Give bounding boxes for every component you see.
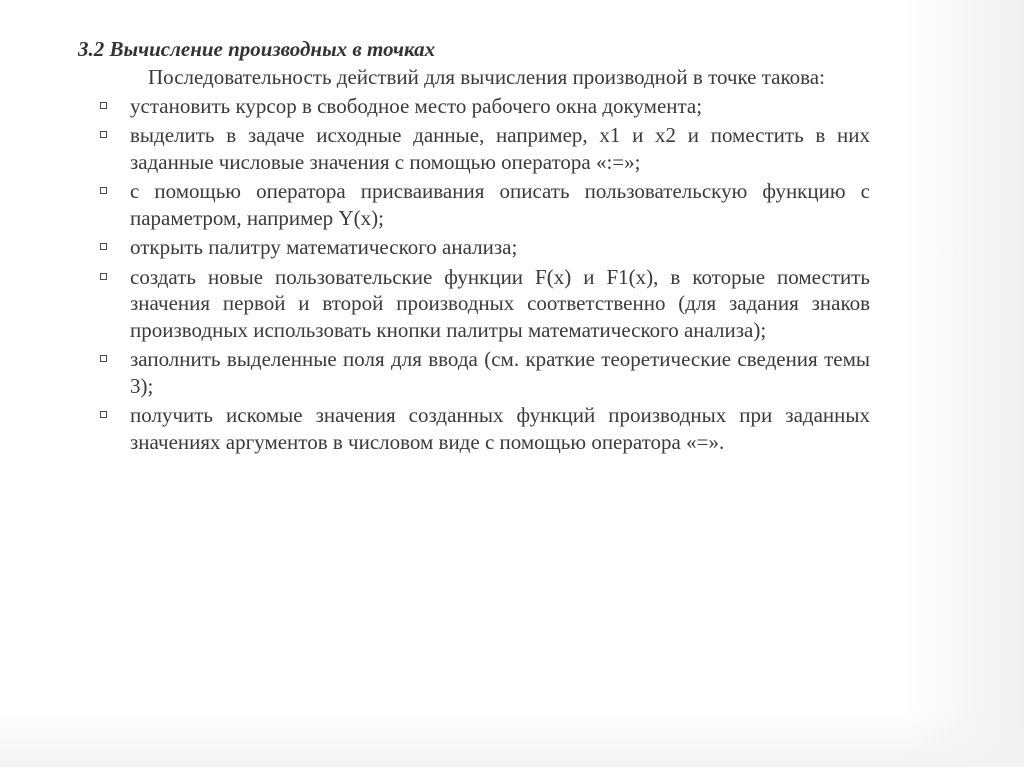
list-item-text: выделить в задаче исходные данные, например, x1 и x2 и поместить в них заданные числовые значения с помощью оператора «:=»; [130, 123, 870, 174]
section-heading: 3.2 Вычисление производных в точках [78, 37, 436, 61]
list-item [78, 264, 870, 344]
square-bullet-icon [100, 187, 107, 194]
square-bullet-icon [100, 355, 107, 362]
list-item-text: с помощью оператора присваивания описать пользовательскую функцию с параметром, например Y(x); [130, 179, 870, 230]
list-item [78, 402, 870, 455]
right-edge-shade [904, 0, 1024, 767]
list-item [78, 122, 870, 175]
list-item-text: открыть палитру математического анализа; [130, 235, 518, 259]
list-item-text: получить искомые значения созданных функций производных при заданных значениях аргументов в числовом виде с помощью оператора «=». [130, 403, 870, 454]
list-item [78, 346, 870, 399]
intro-paragraph: Последовательность действий для вычисления производной в точке такова: [148, 65, 825, 89]
square-bullet-icon [100, 411, 107, 418]
list-item-text: создать новые пользовательские функции F(x) и F1(x), в которые поместить значения первой и второй производных соответственно (для задания знаков производных использовать кнопки палитры математического анализа); [130, 264, 870, 342]
list-item-text: заполнить выделенные поля для ввода (см. краткие теоретические сведения темы 3); [130, 347, 870, 398]
square-bullet-icon [100, 243, 107, 250]
list-item [78, 93, 870, 120]
list-item [78, 178, 870, 231]
bottom-edge-shade [0, 707, 1024, 767]
square-bullet-icon [100, 131, 107, 138]
square-bullet-icon [100, 273, 107, 280]
document-body [78, 36, 870, 458]
square-bullet-icon [100, 102, 107, 109]
list-item-text: установить курсор в свободное место рабочего окна документа; [130, 93, 703, 118]
list-item [78, 234, 870, 261]
steps-list [78, 93, 870, 456]
